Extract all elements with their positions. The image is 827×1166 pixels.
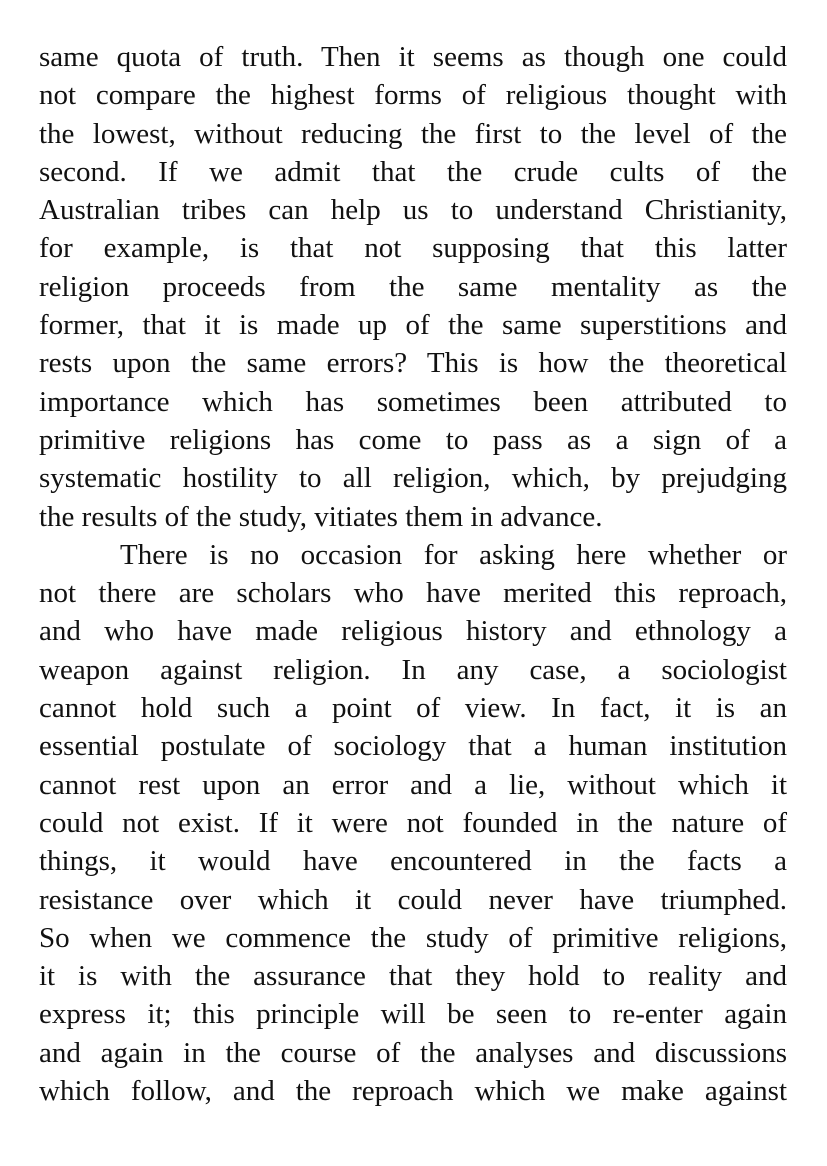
- text-line: for example, is that not supposing that this latter: [39, 232, 787, 265]
- text-line: same quota of truth. Then it seems as though one could: [39, 41, 787, 73]
- text-line: resistance over which it could never have triumphed.: [39, 883, 787, 916]
- text-line: it is with the assurance that they hold to reality and: [39, 960, 787, 993]
- text-line: which follow, and the reproach which we make against: [39, 1075, 787, 1108]
- text-line: Australian tribes can help us to understand Christianity,: [39, 194, 787, 227]
- paragraph-1: [39, 38, 787, 536]
- text-line: So when we commence the study of primitive religions,: [39, 921, 787, 954]
- document-page: [39, 38, 787, 1110]
- text-line: the results of the study, vitiates them in advance.: [39, 500, 603, 533]
- text-line: and again in the course of the analyses and discussions: [39, 1036, 787, 1069]
- text-line: not there are scholars who have merited this reproach,: [39, 577, 787, 610]
- text-line: could not exist. If it were not founded in the nature of: [39, 806, 787, 839]
- text-line: the lowest, without reducing the first to the level of the: [39, 117, 787, 150]
- text-line: primitive religions has come to pass as a sign of a: [39, 423, 787, 456]
- text-line: former, that it is made up of the same superstitions and: [39, 309, 787, 342]
- text-line: cannot rest upon an error and a lie, without which it: [39, 768, 787, 801]
- text-line: cannot hold such a point of view. In fact, it is an: [39, 692, 787, 725]
- text-line: and who have made religious history and ethnology a: [39, 615, 787, 648]
- text-line: essential postulate of sociology that a human institution: [39, 730, 787, 763]
- text-line: systematic hostility to all religion, which, by prejudging: [39, 462, 787, 495]
- text-line: rests upon the same errors? This is how the theoretical: [39, 347, 787, 380]
- text-line: express it; this principle will be seen to re-enter again: [39, 998, 787, 1031]
- text-line: second. If we admit that the crude cults of the: [39, 155, 787, 188]
- text-line: religion proceeds from the same mentality as the: [39, 270, 787, 303]
- text-line: There is no occasion for asking here whether or: [120, 538, 787, 571]
- text-line: weapon against religion. In any case, a sociologist: [39, 653, 787, 686]
- paragraph-2: [39, 536, 787, 1110]
- text-line: not compare the highest forms of religious thought with: [39, 79, 787, 112]
- text-line: importance which has sometimes been attributed to: [39, 385, 787, 418]
- text-line: things, it would have encountered in the facts a: [39, 845, 787, 878]
